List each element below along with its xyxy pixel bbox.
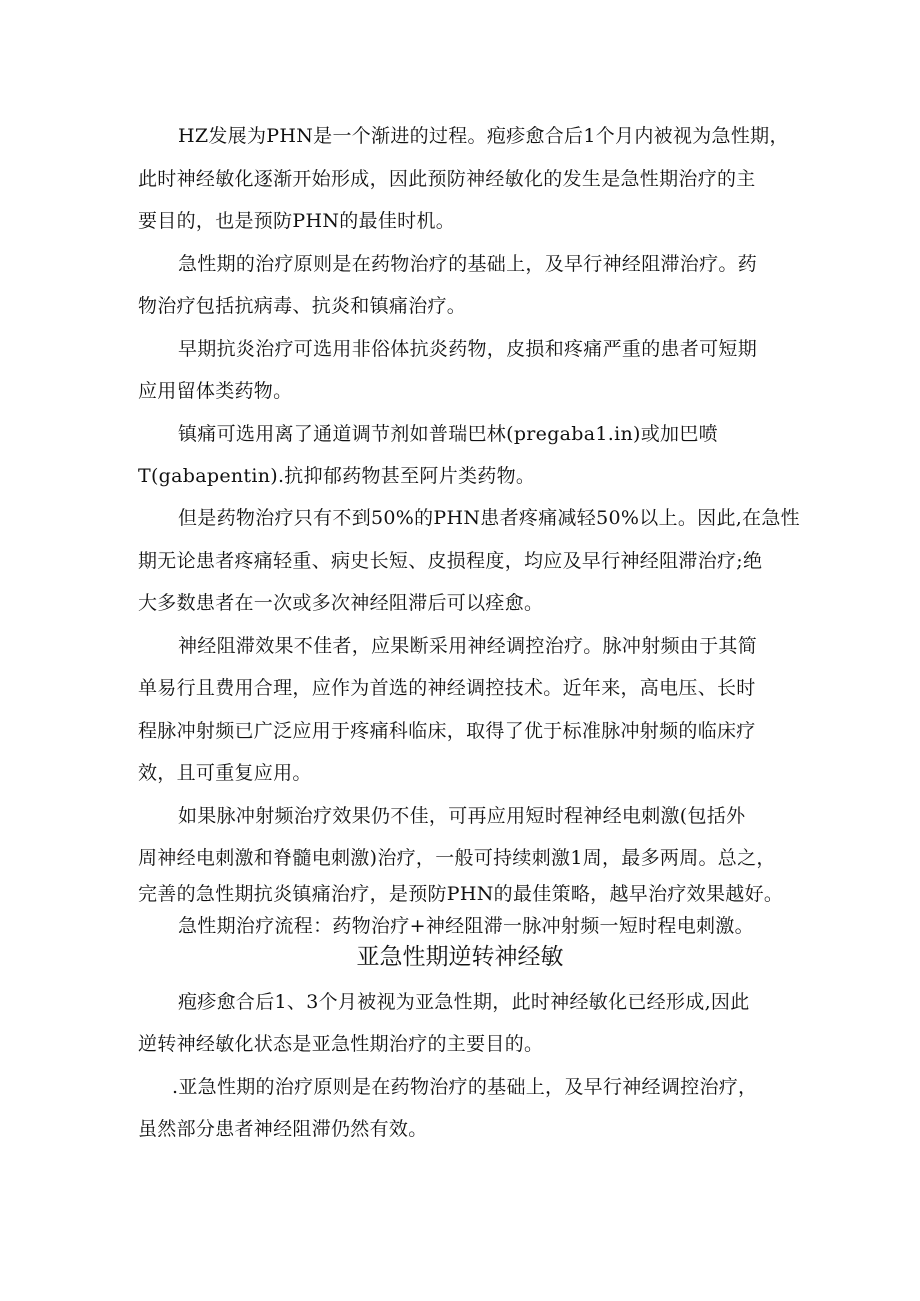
text-line: 急性期治疗流程：药物治疗+神经阻滞一脉冲射频一短时程电刺激。 <box>178 915 754 937</box>
text-line: 急性期的治疗原则是在药物治疗的基础上，及早行神经阻滞治疗。药 <box>178 253 758 275</box>
text-line: 疱疹愈合后1、3个月被视为亚急性期，此时神经敏化已经形成,因此 <box>178 991 750 1013</box>
text-line: 此时神经敏化逐渐开始形成，因此预防神经敏化的发生是急性期治疗的主 <box>138 168 756 190</box>
text-line: 要目的，也是预防PHN的最佳时机。 <box>138 210 456 232</box>
text-line: HZ发展为PHN是一个渐进的过程。疱疹愈合后1个月内被视为急性期， <box>178 125 789 147</box>
text-line: 但是药物治疗只有不到50%的PHN患者疼痛减轻50%以上。因此,在急性 <box>178 507 800 529</box>
text-line: 物治疗包括抗病毒、抗炎和镇痛治疗。 <box>138 295 467 317</box>
text-line: 虽然部分患者神经阻滞仍然有效。 <box>138 1118 428 1140</box>
text-line: 期无论患者疼痛轻重、病史长短、皮损程度，均应及早行神经阻滞治疗;绝 <box>138 550 763 572</box>
text-line: 早期抗炎治疗可选用非俗体抗炎药物，皮损和疼痛严重的患者可短期 <box>178 338 758 360</box>
section-heading: 亚急性期逆转神经敏 <box>356 944 564 970</box>
text-line: 如果脉冲射频治疗效果仍不佳，可再应用短时程神经电刺激(包括外 <box>178 805 746 827</box>
text-line: 完善的急性期抗炎镇痛治疗，是预防PHN的最佳策略，越早治疗效果越好。 <box>138 883 784 905</box>
text-line: 周神经电刺激和脊髓电刺激)治疗，一般可持续刺激1周，最多两周。总之， <box>138 847 776 869</box>
text-line: T(gabapentin).抗抑郁药物甚至阿片类药物。 <box>138 465 536 487</box>
text-line: .亚急性期的治疗原则是在药物治疗的基础上，及早行神经调控治疗， <box>172 1076 758 1098</box>
text-line: 程脉冲射频已广泛应用于疼痛科临床，取得了优于标准脉冲射频的临床疗 <box>138 720 756 742</box>
text-line: 效，且可重复应用。 <box>138 762 312 784</box>
text-line: 逆转神经敏化状态是亚急性期治疗的主要目的。 <box>138 1033 544 1055</box>
text-line: 神经阻滞效果不佳者，应果断采用神经调控治疗。脉冲射频由于其简 <box>178 635 758 657</box>
text-line: 镇痛可选用离了通道调节剂如普瑞巴林(pregaba1.in)或加巴喷 <box>178 423 718 445</box>
text-line: 单易行且费用合理，应作为首选的神经调控技术。近年来，高电压、长时 <box>138 677 756 699</box>
text-line: 大多数患者在一次或多次神经阻滞后可以痊愈。 <box>138 592 544 614</box>
text-line: 应用留体类药物。 <box>138 380 293 402</box>
